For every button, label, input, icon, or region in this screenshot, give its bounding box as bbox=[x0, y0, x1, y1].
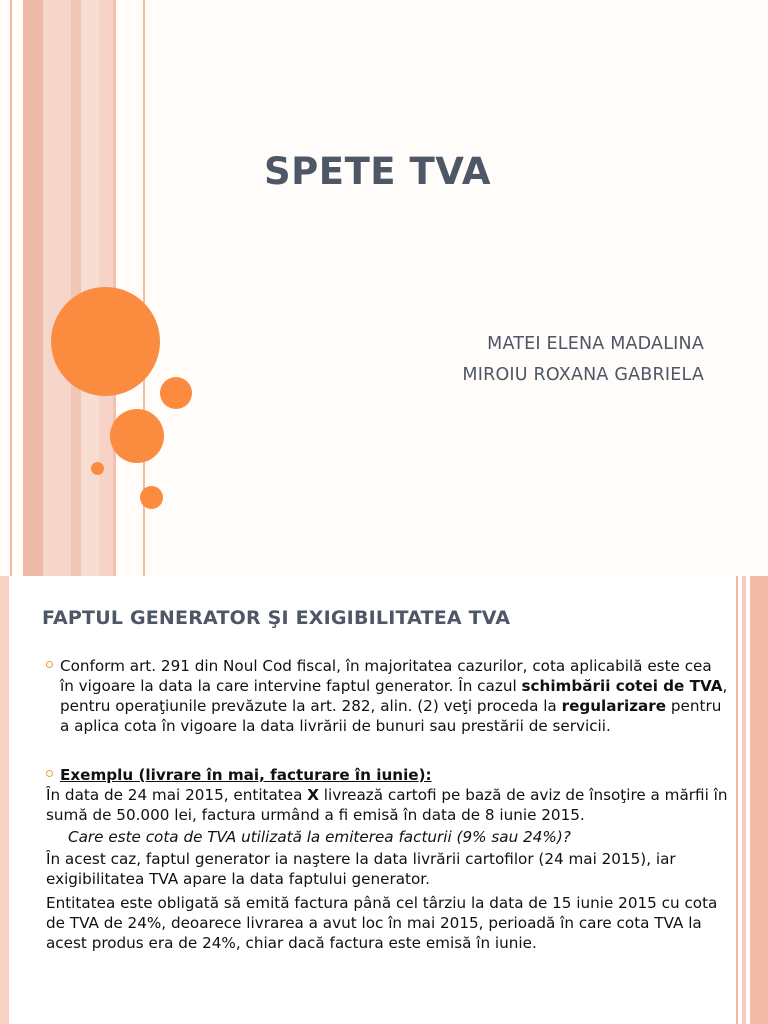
decor-stripe bbox=[10, 0, 12, 576]
bullet-bold-text: schimbării cotei de TVA bbox=[521, 677, 723, 695]
slide-title: SPETE TVA bbox=[264, 150, 491, 193]
decor-stripe bbox=[23, 0, 43, 576]
decor-circle bbox=[140, 486, 163, 509]
slide-body bbox=[46, 656, 730, 953]
content-slide bbox=[0, 576, 768, 1024]
decor-stripe bbox=[736, 576, 738, 1024]
answer-paragraph: Entitatea este obligată să emită factura până cel târziu la data de 15 iunie 2015 cu cota de TVA de 24%, deoarece livrarea a avut loc în mai 2015, perioadă în care cota TVA la acest produs era de 24%, chiar dacă factura este emisă în iunie. bbox=[46, 894, 718, 952]
decor-stripe bbox=[43, 0, 71, 576]
bullet-bold-text: regularizare bbox=[561, 697, 667, 715]
decor-circle bbox=[110, 409, 164, 463]
example-paragraph bbox=[46, 785, 730, 825]
decor-circle bbox=[91, 462, 104, 475]
paragraph-text: livrează cartofi pe bază de aviz de însoţire a mărfii în sumă de 50.000 lei, factura urmând a fi emisă în data de 8 iunie 2015. bbox=[46, 786, 728, 824]
bullet-text: Conform art. 291 din Noul Cod fiscal, în majoritatea cazurilor, cota aplicabilă este cea în vigoare la data la care intervine faptul generator. În cazul bbox=[60, 657, 712, 695]
author-list bbox=[462, 329, 704, 391]
decor-stripe bbox=[71, 0, 81, 576]
example-heading: Exemplu (livrare în mai, facturare în iunie): bbox=[60, 766, 432, 784]
decor-circle bbox=[160, 377, 192, 409]
bullet-circle-icon bbox=[46, 661, 53, 668]
author-name: MIROIU ROXANA GABRIELA bbox=[462, 365, 704, 385]
example-question: Care este cota de TVA utilizată la emiterea facturii (9% sau 24%)? bbox=[68, 828, 571, 846]
bullet-text: , pentru operaţiunile prevăzute la art. 282, alin. (2) veţi proceda la bbox=[60, 677, 728, 715]
bullet-circle-icon bbox=[46, 770, 53, 777]
slide-title: FAPTUL GENERATOR ŞI EXIGIBILITATEA TVA bbox=[42, 607, 511, 629]
bullet-item bbox=[46, 765, 730, 785]
decor-stripe bbox=[750, 576, 768, 1024]
answer-paragraph: În acest caz, faptul generator ia naştere la data livrării cartofilor (24 mai 2015), iar exigibilitatea TVA apare la data faptului generator. bbox=[46, 850, 676, 888]
bullet-text: pentru a aplica cota în vigoare la data livrării de bunuri sau prestării de servicii. bbox=[60, 697, 722, 735]
paragraph-bold-text: X bbox=[307, 786, 319, 804]
decor-stripe bbox=[742, 576, 746, 1024]
author-name: MATEI ELENA MADALINA bbox=[487, 334, 704, 354]
decor-circle bbox=[51, 287, 160, 396]
decor-stripe bbox=[0, 576, 9, 1024]
bullet-item bbox=[46, 656, 730, 736]
paragraph-text: În data de 24 mai 2015, entitatea bbox=[46, 786, 308, 804]
